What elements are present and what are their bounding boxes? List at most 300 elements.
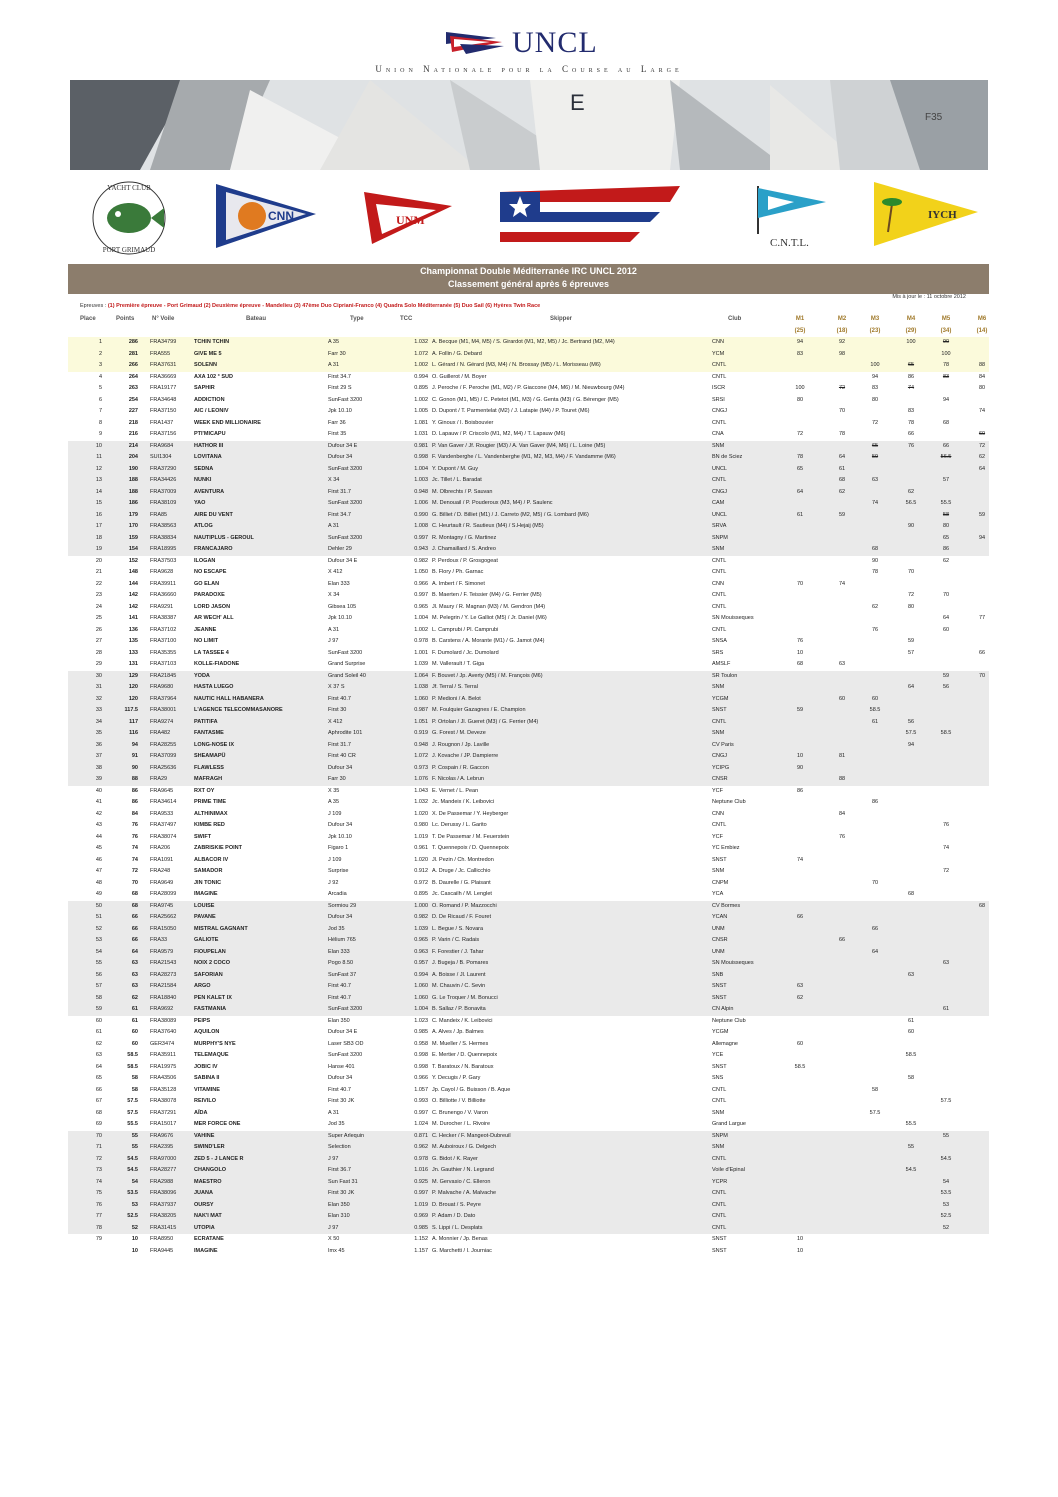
- cell-boat: SOLENN: [194, 362, 217, 368]
- cell-place: 76: [95, 1201, 102, 1208]
- cell-points: 152: [128, 557, 138, 564]
- cell-sail: FRA36669: [150, 373, 177, 380]
- cell-boat: RXT OY: [194, 787, 215, 794]
- col-m4-count: (29): [905, 328, 917, 334]
- cell-club: CNTL: [712, 362, 727, 368]
- table-row: [68, 441, 989, 453]
- cell-m6: 84: [978, 373, 986, 380]
- cell-tcc: 1.039: [414, 661, 428, 667]
- cell-sail: FRA38834: [150, 534, 177, 541]
- cell-skipper: F. Dumolard / Jc. Dumolard: [432, 649, 499, 656]
- cell-place: 61: [95, 1029, 102, 1035]
- cell-tcc: 0.965: [414, 603, 428, 610]
- cell-m4: 57: [907, 649, 915, 656]
- cell-m6: 60: [978, 431, 986, 437]
- table-row: [68, 544, 989, 556]
- cell-tcc: 1.002: [414, 362, 428, 368]
- cell-points: 54.5: [127, 1155, 138, 1162]
- cell-skipper: Lc. Derussy / L. Garito: [432, 822, 487, 828]
- table-row: [68, 1039, 989, 1051]
- cell-type: Elan 310: [328, 1213, 350, 1219]
- cell-skipper: J. Chamaillard / S. Andreo: [432, 546, 496, 552]
- cell-m2: 76: [838, 833, 846, 840]
- cell-m1: 63: [796, 983, 804, 989]
- cell-boat: ECRATANE: [194, 1236, 224, 1242]
- cell-sail: FRA34648: [150, 396, 177, 403]
- cell-points: 188: [128, 488, 138, 495]
- cell-skipper: F. Vandenberghe / L. Vandenberghe (M1, M2, M3, M4) / F. Vandamme (M6): [432, 454, 616, 460]
- cell-m3: 78: [871, 569, 879, 575]
- cell-m5: 61: [942, 1006, 950, 1012]
- table-row: [68, 1016, 989, 1028]
- cell-tcc: 1.032: [414, 339, 428, 345]
- cntl-logo-icon: [754, 184, 830, 248]
- cell-m3: 58: [871, 1086, 879, 1093]
- cell-skipper: P. Malvache / A. Malvache: [432, 1190, 497, 1196]
- cell-tcc: 0.998: [414, 1052, 428, 1058]
- cell-place: 43: [95, 822, 102, 828]
- logo-subtitle: Union Nationale pour la Course au Large: [375, 64, 683, 74]
- cell-sail: FRA9628: [150, 569, 174, 575]
- cell-place: 30: [95, 672, 102, 679]
- table-row: [68, 671, 989, 683]
- cell-m4: 66: [907, 431, 915, 437]
- cell-tcc: 1.072: [414, 753, 428, 759]
- cell-type: First 31.7: [328, 741, 351, 748]
- cell-place: 8: [98, 419, 102, 426]
- col-m2-count: (18): [836, 328, 848, 334]
- cell-m3: 68: [871, 546, 879, 552]
- cell-type: A 31: [328, 362, 340, 368]
- cell-place: 21: [95, 569, 102, 575]
- cell-tcc: 0.948: [414, 488, 428, 495]
- cell-sail: FRA37503: [150, 557, 177, 564]
- cell-tcc: 0.997: [414, 1190, 428, 1196]
- cell-type: Farr 30: [328, 350, 346, 357]
- cell-points: 266: [128, 362, 138, 368]
- cell-skipper: P. Varin / C. Radais: [432, 937, 480, 943]
- cell-skipper: L. Camprubi / Pl. Camprubi: [432, 626, 499, 633]
- cell-boat: REIVILO: [194, 1098, 217, 1104]
- cell-type: X 35: [328, 787, 340, 794]
- cell-place: 57: [95, 983, 102, 989]
- cell-place: 79: [95, 1236, 102, 1242]
- cell-tcc: 0.997: [414, 1109, 428, 1116]
- cell-place: 67: [95, 1098, 102, 1104]
- cell-place: 15: [95, 500, 102, 506]
- club-flag-logo-icon: [500, 182, 680, 246]
- cell-place: 56: [95, 971, 102, 978]
- cell-points: 61: [131, 1006, 138, 1012]
- table-row: [68, 786, 989, 798]
- cell-type: Surprise: [328, 868, 349, 874]
- svg-text:IYCH: IYCH: [928, 209, 957, 221]
- cell-m1: 59: [796, 707, 804, 713]
- cell-sail: FRA9649: [150, 879, 174, 886]
- cell-type: Dehler 29: [328, 546, 352, 552]
- cell-points: 286: [128, 339, 138, 345]
- table-row: [68, 1108, 989, 1120]
- cell-m4: 64: [907, 684, 915, 690]
- cell-m3: 63: [871, 477, 879, 483]
- cell-tcc: 1.060: [414, 994, 428, 1001]
- cell-type: Dufour 34: [328, 914, 353, 920]
- cell-boat: VITAMINE: [194, 1086, 220, 1093]
- cell-m2: 61: [838, 465, 846, 472]
- cell-club: CNTL: [712, 1201, 727, 1208]
- cell-place: 16: [95, 511, 102, 518]
- cell-place: 36: [95, 741, 102, 748]
- cell-boat: NO ESCAPE: [194, 569, 227, 575]
- table-row: [68, 774, 989, 786]
- cell-boat: SWIFT: [194, 833, 212, 840]
- cell-club: CAM: [712, 500, 725, 506]
- club-logos: [70, 178, 988, 258]
- table-header: [68, 313, 989, 337]
- cell-place: 44: [95, 833, 102, 840]
- cell-sail: FRA37964: [150, 695, 177, 702]
- cell-place: 22: [95, 580, 102, 587]
- cell-boat: SEDNA: [194, 465, 214, 472]
- cell-points: 94: [131, 741, 138, 748]
- cell-tcc: 1.023: [414, 1017, 428, 1024]
- cell-points: 227: [128, 408, 138, 414]
- cell-tcc: 1.008: [414, 523, 428, 529]
- cell-tcc: 0.982: [414, 557, 428, 564]
- cell-sail: FRA37290: [150, 465, 177, 472]
- cell-tcc: 0.965: [414, 937, 428, 943]
- cell-club: SRSI: [712, 396, 725, 403]
- cell-tcc: 0.912: [414, 868, 428, 874]
- iych-logo-icon: [874, 182, 978, 246]
- table-row: [68, 751, 989, 763]
- cell-tcc: 1.005: [414, 408, 428, 414]
- cell-m2: 62: [838, 488, 846, 495]
- cell-boat: MURPHY'S NYE: [194, 1040, 236, 1047]
- cell-tcc: 0.987: [414, 707, 428, 713]
- table-row: [68, 498, 989, 510]
- cell-club: CNN: [712, 580, 724, 587]
- cell-type: Hélium 765: [328, 937, 356, 943]
- cell-boat: AR WECH' ALL: [194, 615, 234, 621]
- col-m6: M6: [977, 316, 987, 322]
- cell-sail: FRA25662: [150, 914, 177, 920]
- cell-place: 58: [95, 994, 102, 1001]
- cell-boat: HATHOR III: [194, 442, 224, 449]
- cell-skipper: Jl. Maury / R. Magnan (M3) / M. Gendron (M4): [432, 603, 546, 610]
- cell-club: CNTL: [712, 603, 727, 610]
- cell-skipper: M. Durocher / L. Rivoire: [432, 1121, 491, 1127]
- cell-type: Jod 35: [328, 1121, 345, 1127]
- col-m4: M4: [906, 316, 916, 322]
- cell-m2: 88: [838, 776, 846, 782]
- cell-place: 50: [95, 902, 102, 909]
- cell-sail: FRA35355: [150, 649, 177, 656]
- cell-place: 7: [98, 408, 102, 414]
- cell-points: 136: [128, 626, 138, 633]
- cell-club: CNSR: [712, 937, 728, 943]
- cell-sail: FRA9579: [150, 948, 174, 955]
- table-row: [68, 487, 989, 499]
- cell-tcc: 1.004: [414, 615, 428, 621]
- cell-tcc: 1.076: [414, 776, 428, 782]
- cell-m6: 94: [978, 534, 986, 541]
- cell-tcc: 0.925: [414, 1178, 428, 1185]
- cell-place: 1: [98, 339, 102, 345]
- yacht-club-port-grimaud-logo-icon: [84, 178, 174, 258]
- cell-boat: FANTASME: [194, 730, 224, 736]
- cell-skipper: A. Alves / Jp. Balmes: [432, 1029, 484, 1035]
- cell-points: 179: [128, 511, 138, 518]
- cell-skipper: S. Lippi / L. Desplats: [432, 1224, 483, 1231]
- cell-m5: 86: [942, 546, 950, 552]
- cell-m5: 94: [942, 396, 950, 403]
- cell-m5: 76: [942, 822, 950, 828]
- cell-m6: 80: [978, 385, 986, 391]
- cell-m5: 64: [942, 615, 950, 621]
- cell-boat: NAK'I MAT: [194, 1213, 222, 1219]
- cell-boat: ALBACOR IV: [194, 856, 229, 863]
- cell-skipper: A. Monnier / Jp. Benas: [432, 1236, 488, 1242]
- cell-m1: 65: [796, 465, 804, 472]
- cell-points: 264: [128, 373, 138, 380]
- cell-m3: 76: [871, 626, 879, 633]
- col-m5-count: (34): [940, 328, 952, 334]
- cell-tcc: 0.871: [414, 1132, 428, 1139]
- cell-place: 48: [95, 879, 102, 886]
- cell-place: 3: [98, 362, 102, 368]
- cell-tcc: 0.973: [414, 764, 428, 771]
- cell-sail: FRA37291: [150, 1109, 177, 1116]
- cell-club: SNPM: [712, 1132, 728, 1139]
- cell-m5: 90: [942, 339, 950, 345]
- cell-m1: 10: [796, 1247, 804, 1254]
- cell-club: YCPR: [712, 1178, 728, 1185]
- cell-points: 52: [131, 1224, 138, 1231]
- table-row: [68, 1177, 989, 1189]
- cell-points: 116: [129, 730, 138, 736]
- cell-type: SunFast 3200: [328, 649, 363, 656]
- cell-skipper: M. Pelegrin / Y. Le Galliot (M5) / Jr. Daniel (M6): [432, 615, 547, 621]
- cell-boat: MER FORCE ONE: [194, 1121, 241, 1127]
- cell-place: 52: [95, 925, 102, 932]
- table-row: [68, 337, 989, 349]
- cell-skipper: T. Quennepoix / D. Quennepoix: [432, 845, 509, 851]
- cell-club: UNCL: [712, 511, 727, 518]
- cell-club: SNPM: [712, 534, 728, 541]
- table-row: [68, 395, 989, 407]
- cell-m3: 72: [871, 419, 879, 426]
- cell-skipper: P. Cospain / R. Gaccon: [432, 764, 489, 771]
- cell-type: Super Arlequin: [328, 1132, 365, 1139]
- cell-points: 142: [128, 603, 138, 610]
- cell-skipper: X. De Passemar / Y. Heyberger: [432, 810, 509, 817]
- table-row: [68, 464, 989, 476]
- cell-tcc: 0.982: [414, 914, 428, 920]
- cell-boat: PEIPS: [194, 1017, 211, 1024]
- cell-m4: 61: [907, 1017, 915, 1024]
- cell-points: 214: [128, 442, 138, 449]
- cell-m1: 76: [796, 638, 804, 644]
- cell-boat: JIN TONIC: [194, 879, 222, 886]
- cell-points: 141: [128, 615, 138, 621]
- cell-club: CNTL: [712, 557, 727, 564]
- cell-skipper: B. Daurelle / G. Plaisant: [432, 879, 491, 886]
- cell-type: A 31: [328, 523, 340, 529]
- cell-club: CNTL: [712, 569, 727, 575]
- cell-points: 63: [131, 983, 138, 989]
- cell-sail: FRA25636: [150, 764, 177, 771]
- cell-club: SNSA: [712, 638, 727, 644]
- cell-tcc: 0.997: [414, 592, 428, 598]
- cell-skipper: J. Kovache / JP. Dampierre: [432, 753, 499, 759]
- cell-skipper: Jc. Tillet / L. Baradat: [432, 477, 482, 483]
- cell-points: 216: [128, 431, 138, 437]
- col-tcc: TCC: [400, 316, 413, 322]
- table-row: [68, 452, 989, 464]
- cell-boat: FLAWLESS: [194, 764, 224, 771]
- cell-place: 31: [95, 684, 102, 690]
- cell-place: 59: [95, 1006, 102, 1012]
- cell-tcc: 1.038: [414, 684, 428, 690]
- col-sail: N° Voile: [152, 316, 175, 322]
- table-row: [68, 1085, 989, 1097]
- cell-m4: 57.5: [905, 730, 917, 736]
- cell-points: 10: [131, 1247, 138, 1254]
- svg-text:E: E: [570, 90, 585, 115]
- cell-club: YCGM: [712, 1029, 729, 1035]
- table-row: [68, 993, 989, 1005]
- cell-place: 64: [95, 1063, 102, 1070]
- cell-m1: 72: [796, 431, 804, 437]
- cell-club: YC Embiez: [712, 845, 740, 851]
- cell-type: J 92: [328, 879, 339, 886]
- cell-sail: FRA21543: [150, 960, 177, 966]
- cell-club: SNM: [712, 868, 725, 874]
- cell-skipper: M. Chauvin / C. Sevin: [432, 983, 486, 989]
- cell-m4: 86: [907, 373, 915, 380]
- cell-place: 2: [98, 350, 102, 357]
- cell-type: Gibsea 105: [328, 603, 357, 610]
- cell-m1: 86: [796, 787, 804, 794]
- cell-place: 72: [95, 1155, 102, 1162]
- col-m1-count: (25): [794, 328, 806, 334]
- cell-place: 45: [95, 845, 102, 851]
- cell-points: 63: [131, 971, 138, 978]
- cell-club: YCGM: [712, 695, 729, 702]
- cell-type: Arcadia: [328, 891, 347, 897]
- cell-tcc: 1.004: [414, 1006, 428, 1012]
- col-skipper: Skipper: [550, 316, 573, 322]
- cell-type: Dufour 34 E: [328, 442, 358, 449]
- cell-sail: FRA19177: [150, 385, 177, 391]
- cell-boat: LOVITANA: [194, 454, 222, 460]
- cell-boat: ZED 5 - J LANCE R: [194, 1155, 244, 1162]
- cell-points: 53: [131, 1201, 138, 1208]
- cell-skipper: Jf. Terral / S. Terral: [432, 684, 478, 690]
- cell-club: CNTL: [712, 1224, 727, 1231]
- cell-club: SNST: [712, 1236, 727, 1242]
- cell-boat: MAESTRO: [194, 1178, 222, 1185]
- cell-m4: 90: [907, 523, 915, 529]
- cell-skipper: P. Van Gaver / Jf. Rougier (M3) / A. Van Gaver (M4, M6) / L. Loine (M5): [432, 442, 606, 449]
- cell-skipper: Jp. Cayol / G. Buisson / B. Aque: [432, 1086, 511, 1093]
- unm-logo-icon: [356, 182, 456, 248]
- cell-skipper: C. Heurtault / R. Sautieux (M4) / S.Hejaij (M5): [432, 523, 544, 529]
- cell-club: UNM: [712, 948, 725, 955]
- cell-type: J 109: [328, 856, 342, 863]
- cell-m5: 55: [942, 1132, 950, 1139]
- cell-place: 39: [95, 776, 102, 782]
- cell-m3: 65: [871, 442, 879, 449]
- cell-sail: FRA37100: [150, 638, 177, 644]
- cell-sail: FRA9645: [150, 787, 174, 794]
- cell-tcc: 1.001: [414, 649, 428, 656]
- cell-boat: ARGO: [194, 983, 211, 989]
- cell-m3: 60: [871, 695, 879, 702]
- cell-skipper: Jc. Mandeix / K. Leibovici: [432, 799, 495, 805]
- cell-m2: 68: [838, 477, 846, 483]
- table-row: [68, 912, 989, 924]
- cell-skipper: M. Gervasio / C. Elleron: [432, 1178, 491, 1185]
- cell-skipper: J. Bugeja / B. Pomares: [432, 960, 489, 966]
- cell-boat: JUANA: [194, 1190, 213, 1196]
- table-row: [68, 728, 989, 740]
- table-row: [68, 717, 989, 729]
- table-row: [68, 1165, 989, 1177]
- svg-text:YACHT CLUB: YACHT CLUB: [107, 184, 151, 192]
- cell-place: 77: [95, 1213, 102, 1219]
- cell-boat: AXA 102 ° SUD: [194, 373, 233, 380]
- cell-club: YCE: [712, 1052, 724, 1058]
- cell-points: 91: [131, 753, 138, 759]
- uncl-flag-icon: [446, 30, 504, 56]
- cell-club: SNM: [712, 546, 725, 552]
- cell-boat: ZABRISKIE POINT: [194, 845, 242, 851]
- cell-m1: 10: [796, 1236, 804, 1242]
- cell-m6: 72: [978, 442, 986, 449]
- cell-place: 47: [95, 868, 102, 874]
- cell-place: 34: [95, 718, 102, 725]
- cell-tcc: 0.948: [414, 741, 428, 748]
- cell-tcc: 1.060: [414, 983, 428, 989]
- cell-type: Figaro 1: [328, 845, 349, 851]
- cell-club: ISCR: [712, 385, 726, 391]
- table-row: [68, 1154, 989, 1166]
- col-m3-count: (23): [869, 328, 881, 334]
- cell-place: 65: [95, 1075, 102, 1081]
- cell-type: Sun Fast 31: [328, 1178, 358, 1185]
- cell-boat: GALIOTE: [194, 937, 219, 943]
- table-row: [68, 1027, 989, 1039]
- cell-type: Imx 45: [328, 1247, 345, 1254]
- table-row: [68, 590, 989, 602]
- cell-club: CNN: [712, 339, 724, 345]
- cell-sail: FRA38096: [150, 1190, 177, 1196]
- cell-m4: 56.5: [905, 500, 917, 506]
- cell-points: 55: [131, 1132, 138, 1139]
- cell-type: First 40.7: [328, 983, 351, 989]
- cell-club: CNTL: [712, 1155, 727, 1162]
- cell-boat: FIOUPELAN: [194, 948, 226, 955]
- col-m1: M1: [795, 316, 805, 322]
- cell-club: BN de Sciez: [712, 454, 743, 460]
- table-row: [68, 602, 989, 614]
- cell-club: CV Bormes: [712, 902, 741, 909]
- cell-skipper: G. Billiet / D. Billiet (M1) / J. Carreto (M2, M5) / G. Lombard (M6): [432, 511, 589, 518]
- cell-club: CNTL: [712, 626, 727, 633]
- cell-m4: 59: [907, 638, 915, 644]
